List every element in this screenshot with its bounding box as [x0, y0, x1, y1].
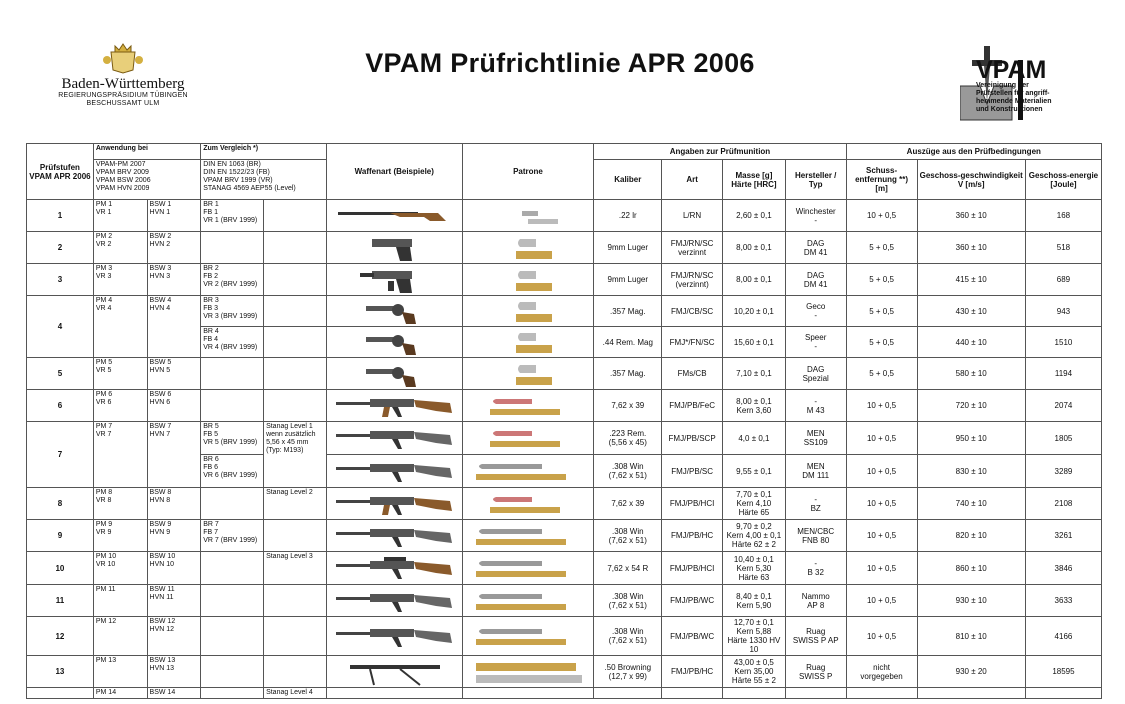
maker-cell: MEN SS109 [785, 422, 846, 455]
use-a-cell: PM 14 [93, 688, 147, 699]
cartridge-image [462, 656, 594, 688]
header-distance: Schuss-entfernung **) [m] [846, 160, 917, 200]
type-cell: FMJ/PB/WC [662, 617, 723, 656]
speed-cell: 820 ± 10 [917, 520, 1025, 552]
energy-cell: 1510 [1025, 327, 1101, 358]
distance-cell: 10 + 0,5 [846, 617, 917, 656]
vpam-name: VPAM [976, 56, 1047, 84]
caliber-cell: .308 Win (7,62 x 51) [594, 455, 662, 488]
distance-cell: 10 + 0,5 [846, 552, 917, 585]
distance-cell: 10 + 0,5 [846, 585, 917, 617]
maker-cell: MEN/CBC FNB 80 [785, 520, 846, 552]
type-cell: FMJ/PB/SC [662, 455, 723, 488]
mass-cell: 8,00 ± 0,1 Kern 3,60 [723, 390, 786, 422]
type-cell: FMJ/RN/SC (verzinnt) [662, 264, 723, 296]
test-levels-table [26, 143, 1102, 699]
type-cell: FMJ/PB/WC [662, 585, 723, 617]
type-cell: FMJ/PB/FeC [662, 390, 723, 422]
weapon-icon [330, 233, 458, 263]
weapon-image [326, 552, 462, 585]
weapon-image [326, 520, 462, 552]
use-b-cell: BSW 8 HVN 8 [147, 488, 201, 520]
compare-a-cell: BR 4 FB 4 VR 4 (BRV 1999) [201, 327, 264, 358]
header-compare: Zum Vergleich *) [201, 144, 327, 160]
cartridge-icon [472, 621, 584, 651]
use-a-cell: PM 8 VR 8 [93, 488, 147, 520]
table-row [27, 552, 1102, 585]
level-cell: 9 [27, 520, 94, 552]
coat-of-arms-icon [103, 42, 143, 74]
caliber-cell: .308 Win (7,62 x 51) [594, 520, 662, 552]
header-caliber: Kaliber [594, 160, 662, 200]
energy-cell: 3846 [1025, 552, 1101, 585]
level-cell: 3 [27, 264, 94, 296]
table-row [27, 422, 1102, 455]
caliber-cell: 9mm Luger [594, 264, 662, 296]
level-cell: 4 [27, 296, 94, 358]
distance-cell: 5 + 0,5 [846, 232, 917, 264]
use-a-cell: PM 9 VR 9 [93, 520, 147, 552]
energy-cell [1025, 688, 1101, 699]
maker-cell: Nammo AP 8 [785, 585, 846, 617]
weapon-icon [330, 489, 458, 519]
vpam-desc-2: Prüfstellen für angriff- [976, 90, 1050, 97]
compare-b-cell: Stanag Level 3 [264, 552, 327, 585]
cartridge-icon [472, 201, 584, 231]
header-mass: Masse [g] Härte [HRC] [723, 160, 786, 200]
cartridge-image [462, 327, 594, 358]
cartridge-image [462, 358, 594, 390]
level-cell [27, 688, 94, 699]
compare-b-cell [264, 390, 327, 422]
mass-cell: 10,20 ± 0,1 [723, 296, 786, 327]
cartridge-image [462, 520, 594, 552]
table-row [27, 656, 1102, 688]
use-a-cell: PM 5 VR 5 [93, 358, 147, 390]
speed-cell [917, 688, 1025, 699]
maker-cell: MEN DM 111 [785, 455, 846, 488]
distance-cell: 10 + 0,5 [846, 200, 917, 232]
weapon-icon [330, 621, 458, 651]
weapon-icon [330, 359, 458, 389]
distance-cell: nicht vorgegeben [846, 656, 917, 688]
energy-cell: 3261 [1025, 520, 1101, 552]
caliber-cell: .308 Win (7,62 x 51) [594, 617, 662, 656]
org-sub1: REGIERUNGSPRÄSIDIUM TÜBINGEN [58, 92, 188, 99]
compare-b-cell [264, 585, 327, 617]
weapon-image [326, 390, 462, 422]
maker-cell: - BZ [785, 488, 846, 520]
compare-a-cell [201, 617, 264, 656]
distance-cell: 10 + 0,5 [846, 390, 917, 422]
weapon-image [326, 358, 462, 390]
use-a-cell: PM 12 [93, 617, 147, 656]
use-b-cell: BSW 4 HVN 4 [147, 296, 201, 358]
compare-a-cell [201, 656, 264, 688]
use-a-cell: PM 2 VR 2 [93, 232, 147, 264]
caliber-cell: .357 Mag. [594, 296, 662, 327]
cartridge-image [462, 585, 594, 617]
cartridge-image [462, 200, 594, 232]
distance-cell: 10 + 0,5 [846, 455, 917, 488]
table-row [27, 296, 1102, 327]
cartridge-icon [472, 521, 584, 551]
compare-a-cell: BR 7 FB 7 VR 7 (BRV 1999) [201, 520, 264, 552]
cartridge-icon [472, 265, 584, 295]
cartridge-icon [472, 327, 584, 357]
table-row [27, 617, 1102, 656]
type-cell: FMJ/RN/SC verzinnt [662, 232, 723, 264]
use-a-cell: PM 1 VR 1 [93, 200, 147, 232]
cartridge-icon [472, 489, 584, 519]
maker-cell: DAG DM 41 [785, 232, 846, 264]
type-cell: FMJ/PB/HCI [662, 488, 723, 520]
energy-cell: 1194 [1025, 358, 1101, 390]
use-b-cell: BSW 10 HVN 10 [147, 552, 201, 585]
weapon-icon [330, 586, 458, 616]
use-b-cell: BSW 9 HVN 9 [147, 520, 201, 552]
use-b-cell: BSW 7 HVN 7 [147, 422, 201, 488]
table-row [27, 200, 1102, 232]
weapon-image [326, 488, 462, 520]
mass-cell: 8,00 ± 0,1 [723, 264, 786, 296]
weapon-image [326, 455, 462, 488]
weapon-icon [330, 265, 458, 295]
table-row [27, 488, 1102, 520]
compare-b-cell: Stanag Level 2 [264, 488, 327, 520]
maker-cell: - B 32 [785, 552, 846, 585]
cartridge-image [462, 390, 594, 422]
energy-cell: 1805 [1025, 422, 1101, 455]
type-cell: FMJ/CB/SC [662, 296, 723, 327]
weapon-icon [330, 553, 458, 583]
caliber-cell: 7,62 x 39 [594, 390, 662, 422]
use-b-cell: BSW 12 HVN 12 [147, 617, 201, 656]
header-energy: Geschoss-energie [Joule] [1025, 160, 1101, 200]
speed-cell: 950 ± 10 [917, 422, 1025, 455]
header-level: Prüfstufen VPAM APR 2006 [27, 144, 94, 200]
type-cell: L/RN [662, 200, 723, 232]
distance-cell: 10 + 0,5 [846, 422, 917, 455]
table-row [27, 520, 1102, 552]
use-a-cell: PM 13 [93, 656, 147, 688]
compare-a-cell: BR 1 FB 1 VR 1 (BRV 1999) [201, 200, 264, 232]
maker-cell: Ruag SWISS P AP [785, 617, 846, 656]
org-sub2: BESCHUSSAMT ULM [86, 100, 160, 107]
use-b-cell: BSW 3 HVN 3 [147, 264, 201, 296]
mass-cell: 12,70 ± 0,1 Kern 5,88 Härte 1330 HV 10 [723, 617, 786, 656]
compare-a-cell [201, 232, 264, 264]
compare-b-cell [264, 520, 327, 552]
cartridge-icon [472, 296, 584, 326]
level-cell: 13 [27, 656, 94, 688]
mass-cell: 2,60 ± 0,1 [723, 200, 786, 232]
compare-a-cell: BR 6 FB 6 VR 6 (BRV 1999) [201, 455, 264, 488]
weapon-image [326, 617, 462, 656]
caliber-cell: .44 Rem. Mag [594, 327, 662, 358]
weapon-image [326, 200, 462, 232]
caliber-cell [594, 688, 662, 699]
energy-cell: 4166 [1025, 617, 1101, 656]
table-row [27, 688, 1102, 699]
use-a-cell: PM 7 VR 7 [93, 422, 147, 488]
speed-cell: 440 ± 10 [917, 327, 1025, 358]
type-cell: FMJ/PB/SCP [662, 422, 723, 455]
level-cell: 8 [27, 488, 94, 520]
weapon-image [326, 296, 462, 327]
weapon-image [326, 327, 462, 358]
cartridge-image [462, 232, 594, 264]
speed-cell: 740 ± 10 [917, 488, 1025, 520]
cartridge-icon [472, 391, 584, 421]
use-b-cell: BSW 6 HVN 6 [147, 390, 201, 422]
table-row [27, 232, 1102, 264]
compare-b-cell [264, 656, 327, 688]
weapon-image [326, 688, 462, 699]
compare-a-cell: BR 5 FB 5 VR 5 (BRV 1999) [201, 422, 264, 455]
level-cell: 10 [27, 552, 94, 585]
vpam-desc-1: Vereinigung der [976, 82, 1029, 89]
weapon-icon [330, 327, 458, 357]
maker-cell: Geco - [785, 296, 846, 327]
compare-b-cell [264, 296, 327, 327]
cartridge-icon [472, 456, 584, 486]
caliber-cell: .50 Browning (12,7 x 99) [594, 656, 662, 688]
caliber-cell: .308 Win (7,62 x 51) [594, 585, 662, 617]
mass-cell: 10,40 ± 0,1 Kern 5,30 Härte 63 [723, 552, 786, 585]
speed-cell: 360 ± 10 [917, 200, 1025, 232]
cartridge-icon [472, 586, 584, 616]
speed-cell: 415 ± 10 [917, 264, 1025, 296]
use-b-cell: BSW 2 HVN 2 [147, 232, 201, 264]
header-weapon: Waffenart (Beispiele) [326, 144, 462, 200]
speed-cell: 360 ± 10 [917, 232, 1025, 264]
use-b-cell: BSW 11 HVN 11 [147, 585, 201, 617]
vpam-desc-3: hemmende Materialien [976, 98, 1052, 105]
vpam-text [976, 58, 1051, 114]
use-b-cell: BSW 13 HVN 13 [147, 656, 201, 688]
header-ammo: Angaben zur Prüfmunition [594, 144, 846, 160]
use-b-cell: BSW 5 HVN 5 [147, 358, 201, 390]
mass-cell: 8,40 ± 0,1 Kern 5,90 [723, 585, 786, 617]
mass-cell: 9,55 ± 0,1 [723, 455, 786, 488]
distance-cell: 5 + 0,5 [846, 264, 917, 296]
caliber-cell: 9mm Luger [594, 232, 662, 264]
org-name: Baden-Württemberg [61, 76, 185, 92]
maker-cell: Winchester - [785, 200, 846, 232]
cartridge-image [462, 264, 594, 296]
energy-cell: 3633 [1025, 585, 1101, 617]
weapon-icon [330, 391, 458, 421]
speed-cell: 930 ± 20 [917, 656, 1025, 688]
maker-cell [785, 688, 846, 699]
weapon-image [326, 656, 462, 688]
header-type: Art [662, 160, 723, 200]
mass-cell: 15,60 ± 0,1 [723, 327, 786, 358]
cartridge-icon [472, 657, 584, 687]
vpam-desc-4: und Konstruktionen [976, 106, 1043, 113]
compare-a-cell [201, 552, 264, 585]
caliber-cell: 7,62 x 39 [594, 488, 662, 520]
compare-a-cell: BR 3 FB 3 VR 3 (BRV 1999) [201, 296, 264, 327]
use-a-cell: PM 10 VR 10 [93, 552, 147, 585]
mass-cell: 7,70 ± 0,1 Kern 4,10 Härte 65 [723, 488, 786, 520]
speed-cell: 930 ± 10 [917, 585, 1025, 617]
compare-a-cell [201, 688, 264, 699]
table-row [27, 390, 1102, 422]
table-body [27, 200, 1102, 699]
page-title: VPAM Prüfrichtlinie APR 2006 [365, 48, 755, 78]
cartridge-icon [472, 233, 584, 263]
type-cell: FMJ/PB/HC [662, 520, 723, 552]
cartridge-icon [472, 553, 584, 583]
weapon-icon [330, 657, 458, 687]
compare-b-cell [264, 232, 327, 264]
speed-cell: 810 ± 10 [917, 617, 1025, 656]
compare-a-cell [201, 585, 264, 617]
header-cartridge: Patrone [462, 144, 594, 200]
energy-cell: 3289 [1025, 455, 1101, 488]
compare-a-cell [201, 358, 264, 390]
speed-cell: 860 ± 10 [917, 552, 1025, 585]
speed-cell: 830 ± 10 [917, 455, 1025, 488]
header-compare-list: DIN EN 1063 (BR) DIN EN 1522/23 (FB) VPAM BRV 1999 (VR) STANAG 4569 AEP55 (Level) [201, 160, 327, 200]
compare-b-cell [264, 358, 327, 390]
level-cell: 5 [27, 358, 94, 390]
energy-cell: 943 [1025, 296, 1101, 327]
weapon-icon [330, 456, 458, 486]
energy-cell: 2108 [1025, 488, 1101, 520]
level-cell: 12 [27, 617, 94, 656]
compare-a-cell [201, 390, 264, 422]
use-a-cell: PM 11 [93, 585, 147, 617]
type-cell: FMJ/PB/HCI [662, 552, 723, 585]
caliber-cell: .22 lr [594, 200, 662, 232]
weapon-icon [330, 296, 458, 326]
table-row [27, 264, 1102, 296]
energy-cell: 518 [1025, 232, 1101, 264]
mass-cell [723, 688, 786, 699]
weapon-icon [330, 423, 458, 453]
energy-cell: 18595 [1025, 656, 1101, 688]
compare-b-cell: Stanag Level 4 [264, 688, 327, 699]
distance-cell [846, 688, 917, 699]
cartridge-icon [472, 423, 584, 453]
header-use-list: VPAM-PM 2007 VPAM BRV 2009 VPAM BSW 2006 VPAM HVN 2009 [93, 160, 200, 200]
bw-logo [48, 42, 198, 108]
type-cell: FMJ/PB/HC [662, 656, 723, 688]
cartridge-image [462, 688, 594, 699]
energy-cell: 168 [1025, 200, 1101, 232]
compare-b-cell [264, 617, 327, 656]
mass-cell: 43,00 ± 0,5 Kern 35,00 Härte 55 ± 2 [723, 656, 786, 688]
use-a-cell: PM 6 VR 6 [93, 390, 147, 422]
header-test: Auszüge aus den Prüfbedingungen [846, 144, 1101, 160]
speed-cell: 720 ± 10 [917, 390, 1025, 422]
header-maker: Hersteller / Typ [785, 160, 846, 200]
caliber-cell: 7,62 x 54 R [594, 552, 662, 585]
cartridge-image [462, 552, 594, 585]
distance-cell: 5 + 0,5 [846, 358, 917, 390]
compare-b-cell: Stanag Level 1 wenn zusätzlich 5,56 x 45 mm (Typ: M193) [264, 422, 327, 488]
mass-cell: 7,10 ± 0,1 [723, 358, 786, 390]
cartridge-image [462, 296, 594, 327]
distance-cell: 5 + 0,5 [846, 327, 917, 358]
header-speed: Geschoss-geschwindigkeit V [m/s] [917, 160, 1025, 200]
level-cell: 11 [27, 585, 94, 617]
use-a-cell: PM 3 VR 3 [93, 264, 147, 296]
cartridge-image [462, 422, 594, 455]
cartridge-image [462, 617, 594, 656]
mass-cell: 9,70 ± 0,2 Kern 4,00 ± 0,1 Härte 62 ± 2 [723, 520, 786, 552]
level-cell: 2 [27, 232, 94, 264]
distance-cell: 5 + 0,5 [846, 296, 917, 327]
compare-b-cell [264, 200, 327, 232]
compare-b-cell [264, 264, 327, 296]
use-a-cell: PM 4 VR 4 [93, 296, 147, 358]
weapon-icon [330, 521, 458, 551]
energy-cell: 689 [1025, 264, 1101, 296]
cartridge-icon [472, 359, 584, 389]
mass-cell: 4,0 ± 0,1 [723, 422, 786, 455]
header-use: Anwendung bei [93, 144, 200, 160]
caliber-cell: .357 Mag. [594, 358, 662, 390]
maker-cell: DAG DM 41 [785, 264, 846, 296]
maker-cell: - M 43 [785, 390, 846, 422]
use-b-cell: BSW 1 HVN 1 [147, 200, 201, 232]
table-row [27, 585, 1102, 617]
speed-cell: 580 ± 10 [917, 358, 1025, 390]
level-cell: 6 [27, 390, 94, 422]
maker-cell: Speer - [785, 327, 846, 358]
maker-cell: Ruag SWISS P [785, 656, 846, 688]
weapon-image [326, 585, 462, 617]
cartridge-image [462, 488, 594, 520]
weapon-icon [330, 201, 458, 231]
compare-a-cell [201, 488, 264, 520]
energy-cell: 2074 [1025, 390, 1101, 422]
distance-cell: 10 + 0,5 [846, 488, 917, 520]
type-cell: FMJ*/FN/SC [662, 327, 723, 358]
table-row [27, 358, 1102, 390]
compare-a-cell: BR 2 FB 2 VR 2 (BRV 1999) [201, 264, 264, 296]
weapon-image [326, 422, 462, 455]
speed-cell: 430 ± 10 [917, 296, 1025, 327]
type-cell [662, 688, 723, 699]
cartridge-image [462, 455, 594, 488]
weapon-image [326, 264, 462, 296]
use-b-cell: BSW 14 [147, 688, 201, 699]
distance-cell: 10 + 0,5 [846, 520, 917, 552]
mass-cell: 8,00 ± 0,1 [723, 232, 786, 264]
level-cell: 1 [27, 200, 94, 232]
maker-cell: DAG Spezial [785, 358, 846, 390]
compare-b-cell [264, 327, 327, 358]
level-cell: 7 [27, 422, 94, 488]
weapon-image [326, 232, 462, 264]
type-cell: FMs/CB [662, 358, 723, 390]
caliber-cell: .223 Rem. (5,56 x 45) [594, 422, 662, 455]
